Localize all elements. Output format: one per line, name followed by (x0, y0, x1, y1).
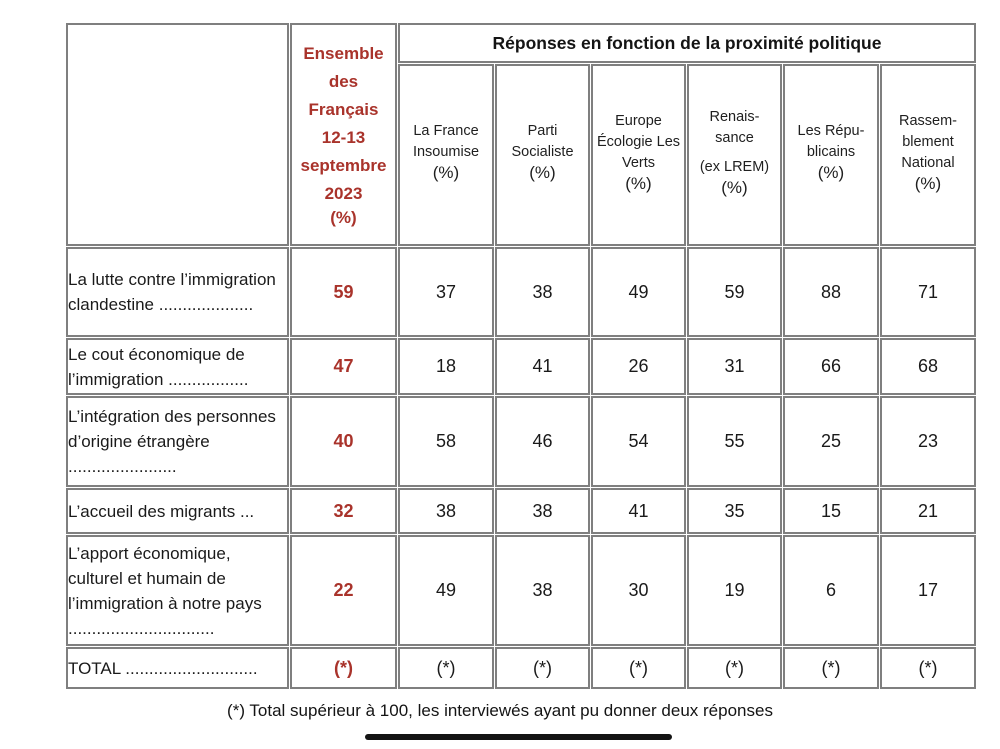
footnote: (*) Total supérieur à 100, les interviewés ayant pu donner deux réponses (227, 701, 773, 720)
ensemble-value: 32 (290, 488, 397, 534)
party-name (700, 107, 769, 178)
party-value: (*) (783, 647, 879, 689)
party-unit: (%) (914, 173, 942, 193)
party-value: 46 (495, 396, 590, 487)
row-label: Le cout économique de l’immigration ................. (66, 338, 289, 395)
party-value: 37 (398, 247, 494, 337)
party-unit: (%) (432, 163, 460, 182)
party-cell-wrap (689, 103, 780, 208)
party-value: 15 (783, 488, 879, 534)
party-value: 23 (880, 396, 976, 487)
party-cell-wrap (400, 117, 492, 193)
footnote-underline (365, 734, 672, 740)
party-value: 68 (880, 338, 976, 395)
party-value: (*) (398, 647, 494, 689)
ensemble-header-line: 2023 (324, 184, 363, 203)
party-name-line: blicains (806, 144, 856, 160)
party-cell-wrap (785, 117, 877, 193)
party-value: 26 (591, 338, 686, 395)
party-name-line: Parti (527, 123, 558, 139)
party-value: (*) (880, 647, 976, 689)
party-header-cell (687, 64, 782, 246)
party-name-line: sance (715, 129, 754, 146)
party-header-cell (495, 64, 590, 246)
ensemble-value: 22 (290, 535, 397, 646)
party-value: 49 (398, 535, 494, 646)
party-name-sub: (ex LREM) (699, 158, 770, 175)
party-value: 49 (591, 247, 686, 337)
ensemble-header-line: Ensemble (303, 44, 384, 63)
party-name (413, 121, 479, 163)
table-row (66, 247, 976, 337)
row-label: L’accueil des migrants ... (66, 488, 289, 534)
party-name-line: Les Répu- (797, 123, 865, 139)
party-name (899, 111, 957, 174)
party-value: 71 (880, 247, 976, 337)
party-value: 38 (495, 535, 590, 646)
party-name-line: blement (902, 133, 954, 150)
row-label: L’intégration des personnes d’origine étrangère ....................... (66, 396, 289, 487)
party-value: 88 (783, 247, 879, 337)
party-name-line: Rassem- (898, 112, 957, 129)
table-row (66, 338, 976, 395)
party-unit: (%) (817, 163, 845, 182)
party-cell-wrap (882, 107, 974, 204)
party-value: 41 (495, 338, 590, 395)
ensemble-header-line: Français (308, 100, 379, 119)
party-name-line: National (901, 154, 955, 171)
party-name-line: Renais- (709, 108, 760, 125)
party-name-line: Socialiste (511, 144, 574, 160)
row-label: La lutte contre l’immigration clandestine .................... (66, 247, 289, 337)
party-value: 21 (880, 488, 976, 534)
row-label: TOTAL ............................ (66, 647, 289, 689)
party-header-cell (591, 64, 686, 246)
ensemble-value: (*) (290, 647, 397, 689)
table-row (66, 488, 976, 534)
header-row-top (66, 23, 976, 63)
party-cell-wrap (593, 107, 684, 204)
table-row (66, 535, 976, 646)
party-value: 31 (687, 338, 782, 395)
party-value: 18 (398, 338, 494, 395)
party-cell-wrap (497, 117, 588, 193)
survey-table (65, 22, 977, 690)
party-value: 38 (495, 488, 590, 534)
party-name (597, 111, 680, 174)
party-header-cell (398, 64, 494, 246)
party-unit: (%) (625, 173, 652, 193)
ensemble-header-line: des (328, 72, 359, 91)
ensemble-value: 40 (290, 396, 397, 487)
party-value: 66 (783, 338, 879, 395)
party-name (511, 121, 573, 163)
ensemble-value: 59 (290, 247, 397, 337)
party-header-cell (880, 64, 976, 246)
party-value: 41 (591, 488, 686, 534)
party-value: 58 (398, 396, 494, 487)
party-value: 25 (783, 396, 879, 487)
party-value: 35 (687, 488, 782, 534)
party-value: 19 (687, 535, 782, 646)
ensemble-unit: (%) (330, 208, 357, 227)
group-header: Réponses en fonction de la proximité politique (398, 23, 976, 63)
party-name-line: Insoumise (412, 144, 480, 160)
party-unit: (%) (721, 177, 748, 197)
party-name-line: Verts (621, 154, 656, 171)
party-value: 54 (591, 396, 686, 487)
table-row (66, 396, 976, 487)
party-header-cell (783, 64, 879, 246)
ensemble-header-lines (301, 40, 387, 208)
party-value: 6 (783, 535, 879, 646)
party-value: (*) (687, 647, 782, 689)
party-value: 17 (880, 535, 976, 646)
party-name (798, 121, 865, 163)
table-row (66, 647, 976, 689)
party-value: 55 (687, 396, 782, 487)
party-name-line: La France (413, 123, 479, 139)
ensemble-header-wrap (292, 31, 395, 238)
party-name-line: Écologie Les (596, 133, 681, 150)
party-value: (*) (495, 647, 590, 689)
party-value: 59 (687, 247, 782, 337)
party-value: 38 (398, 488, 494, 534)
ensemble-header-line: septembre (300, 156, 387, 175)
party-value: (*) (591, 647, 686, 689)
table-body (66, 247, 976, 689)
party-name-line: Europe (615, 112, 662, 129)
ensemble-header-cell (290, 23, 397, 246)
row-label: L’apport économique, culturel et humain de l’immigration à notre pays ............................... (66, 535, 289, 646)
ensemble-header-line: 12-13 (321, 128, 366, 147)
ensemble-value: 47 (290, 338, 397, 395)
party-value: 38 (495, 247, 590, 337)
party-unit: (%) (529, 163, 556, 182)
corner-cell (66, 23, 289, 246)
party-value: 30 (591, 535, 686, 646)
